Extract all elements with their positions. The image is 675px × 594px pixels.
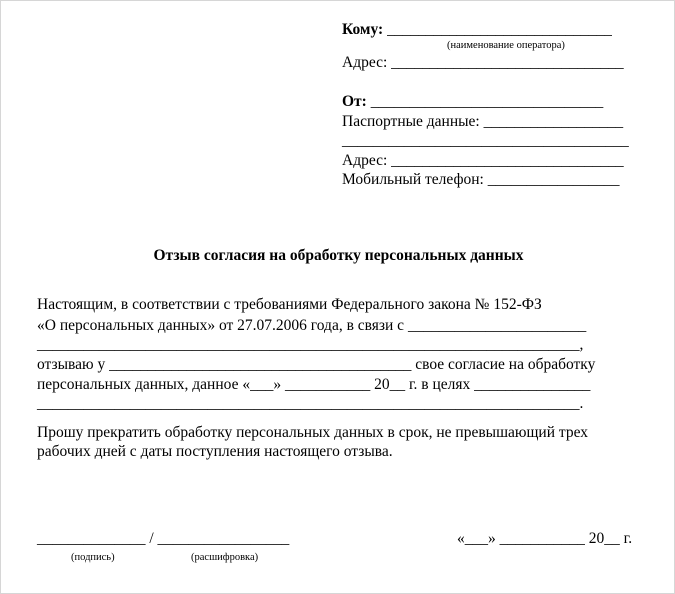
document-title: Отзыв согласия на обработку персональных данных <box>153 247 524 264</box>
body-line: отзываю у _______________________________________ свое согласие на обработку <box>37 356 596 373</box>
operator-caption: (наименование оператора) <box>447 40 565 51</box>
body-line: персональных данных, данное «___» ___________ 20__ г. в целях _______________ <box>37 376 591 393</box>
sender-label: От: <box>342 93 367 110</box>
body-line: Настоящим, в соответствии с требованиями Федерального закона № 152-ФЗ <box>37 296 542 313</box>
sender-address: Адрес: ______________________________ <box>342 152 624 169</box>
passport-continuation: _____________________________________ <box>342 132 629 149</box>
body-line: ______________________________________________________________________, <box>37 336 584 353</box>
request-line: рабочих дней с даты поступления настоящего отзыва. <box>37 443 393 460</box>
signature-caption: (подпись) <box>71 552 115 563</box>
signature-line: ______________ / _________________ <box>37 530 290 547</box>
recipient-address: Адрес: ______________________________ <box>342 54 624 71</box>
recipient-label: Кому: <box>342 21 384 38</box>
body-line: «О персональных данных» от 27.07.2006 года, в связи с _______________________ <box>37 317 587 334</box>
request-line: Прошу прекратить обработку персональных данных в срок, не превышающий трех <box>37 424 589 441</box>
signature-date: «___» ___________ 20__ г. <box>457 530 633 547</box>
recipient-line <box>342 20 612 39</box>
phone-line: Мобильный телефон: _________________ <box>342 171 620 188</box>
sender-blank: ______________________________ <box>366 93 604 110</box>
passport-line: Паспортные данные: __________________ <box>342 113 624 130</box>
recipient-blank: _____________________________ <box>383 21 612 38</box>
body-line: ______________________________________________________________________. <box>37 395 584 412</box>
sender-line <box>342 92 603 111</box>
decode-caption: (расшифровка) <box>191 552 259 563</box>
